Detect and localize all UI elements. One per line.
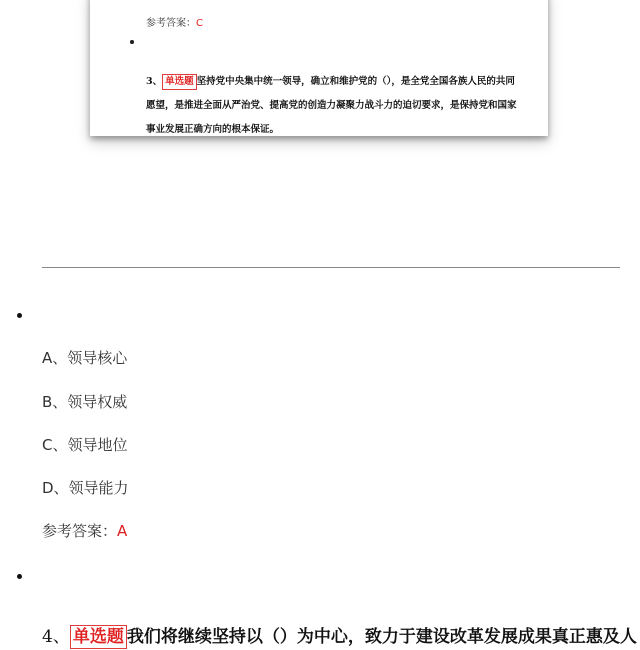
option-d: D、领导能力 [42, 479, 129, 497]
card-answer-label: 参考答案： [146, 18, 196, 29]
question-type-tag: 单选题 [70, 625, 127, 649]
answer-value: A [117, 522, 128, 540]
section-divider [42, 267, 620, 268]
list-bullet [17, 313, 22, 318]
answer-label: 参考答案： [42, 522, 118, 540]
card-question-stem: 坚持党中央集中统一领导，确立和维护党的（），是全党全国各族人民的共同愿望，是推进全面从严治党、提高党的创造力凝聚力战斗力的迫切要求，是保持党和国家事业发展正确方向的根本保证。 [146, 76, 517, 135]
card-answer-value: C [196, 18, 203, 29]
list-bullet [17, 574, 22, 579]
question-number: 4、 [42, 627, 70, 647]
reference-answer [42, 521, 127, 541]
question-stem: 我们将继续坚持以（）为中心，致力于建设改革发展成果真正惠及人 [126, 627, 637, 647]
card-question-3 [146, 70, 518, 142]
option-c: C、领导地位 [42, 436, 128, 454]
card-question-number: 3、 [146, 76, 163, 87]
document-page-card [90, 0, 548, 136]
question-4 [42, 624, 637, 650]
card-list-bullet [130, 40, 134, 44]
card-reference-answer [146, 14, 203, 29]
card-question-type-tag: 单选题 [162, 74, 197, 90]
option-b: B、领导权威 [42, 393, 128, 411]
option-a: A、领导核心 [42, 349, 128, 367]
